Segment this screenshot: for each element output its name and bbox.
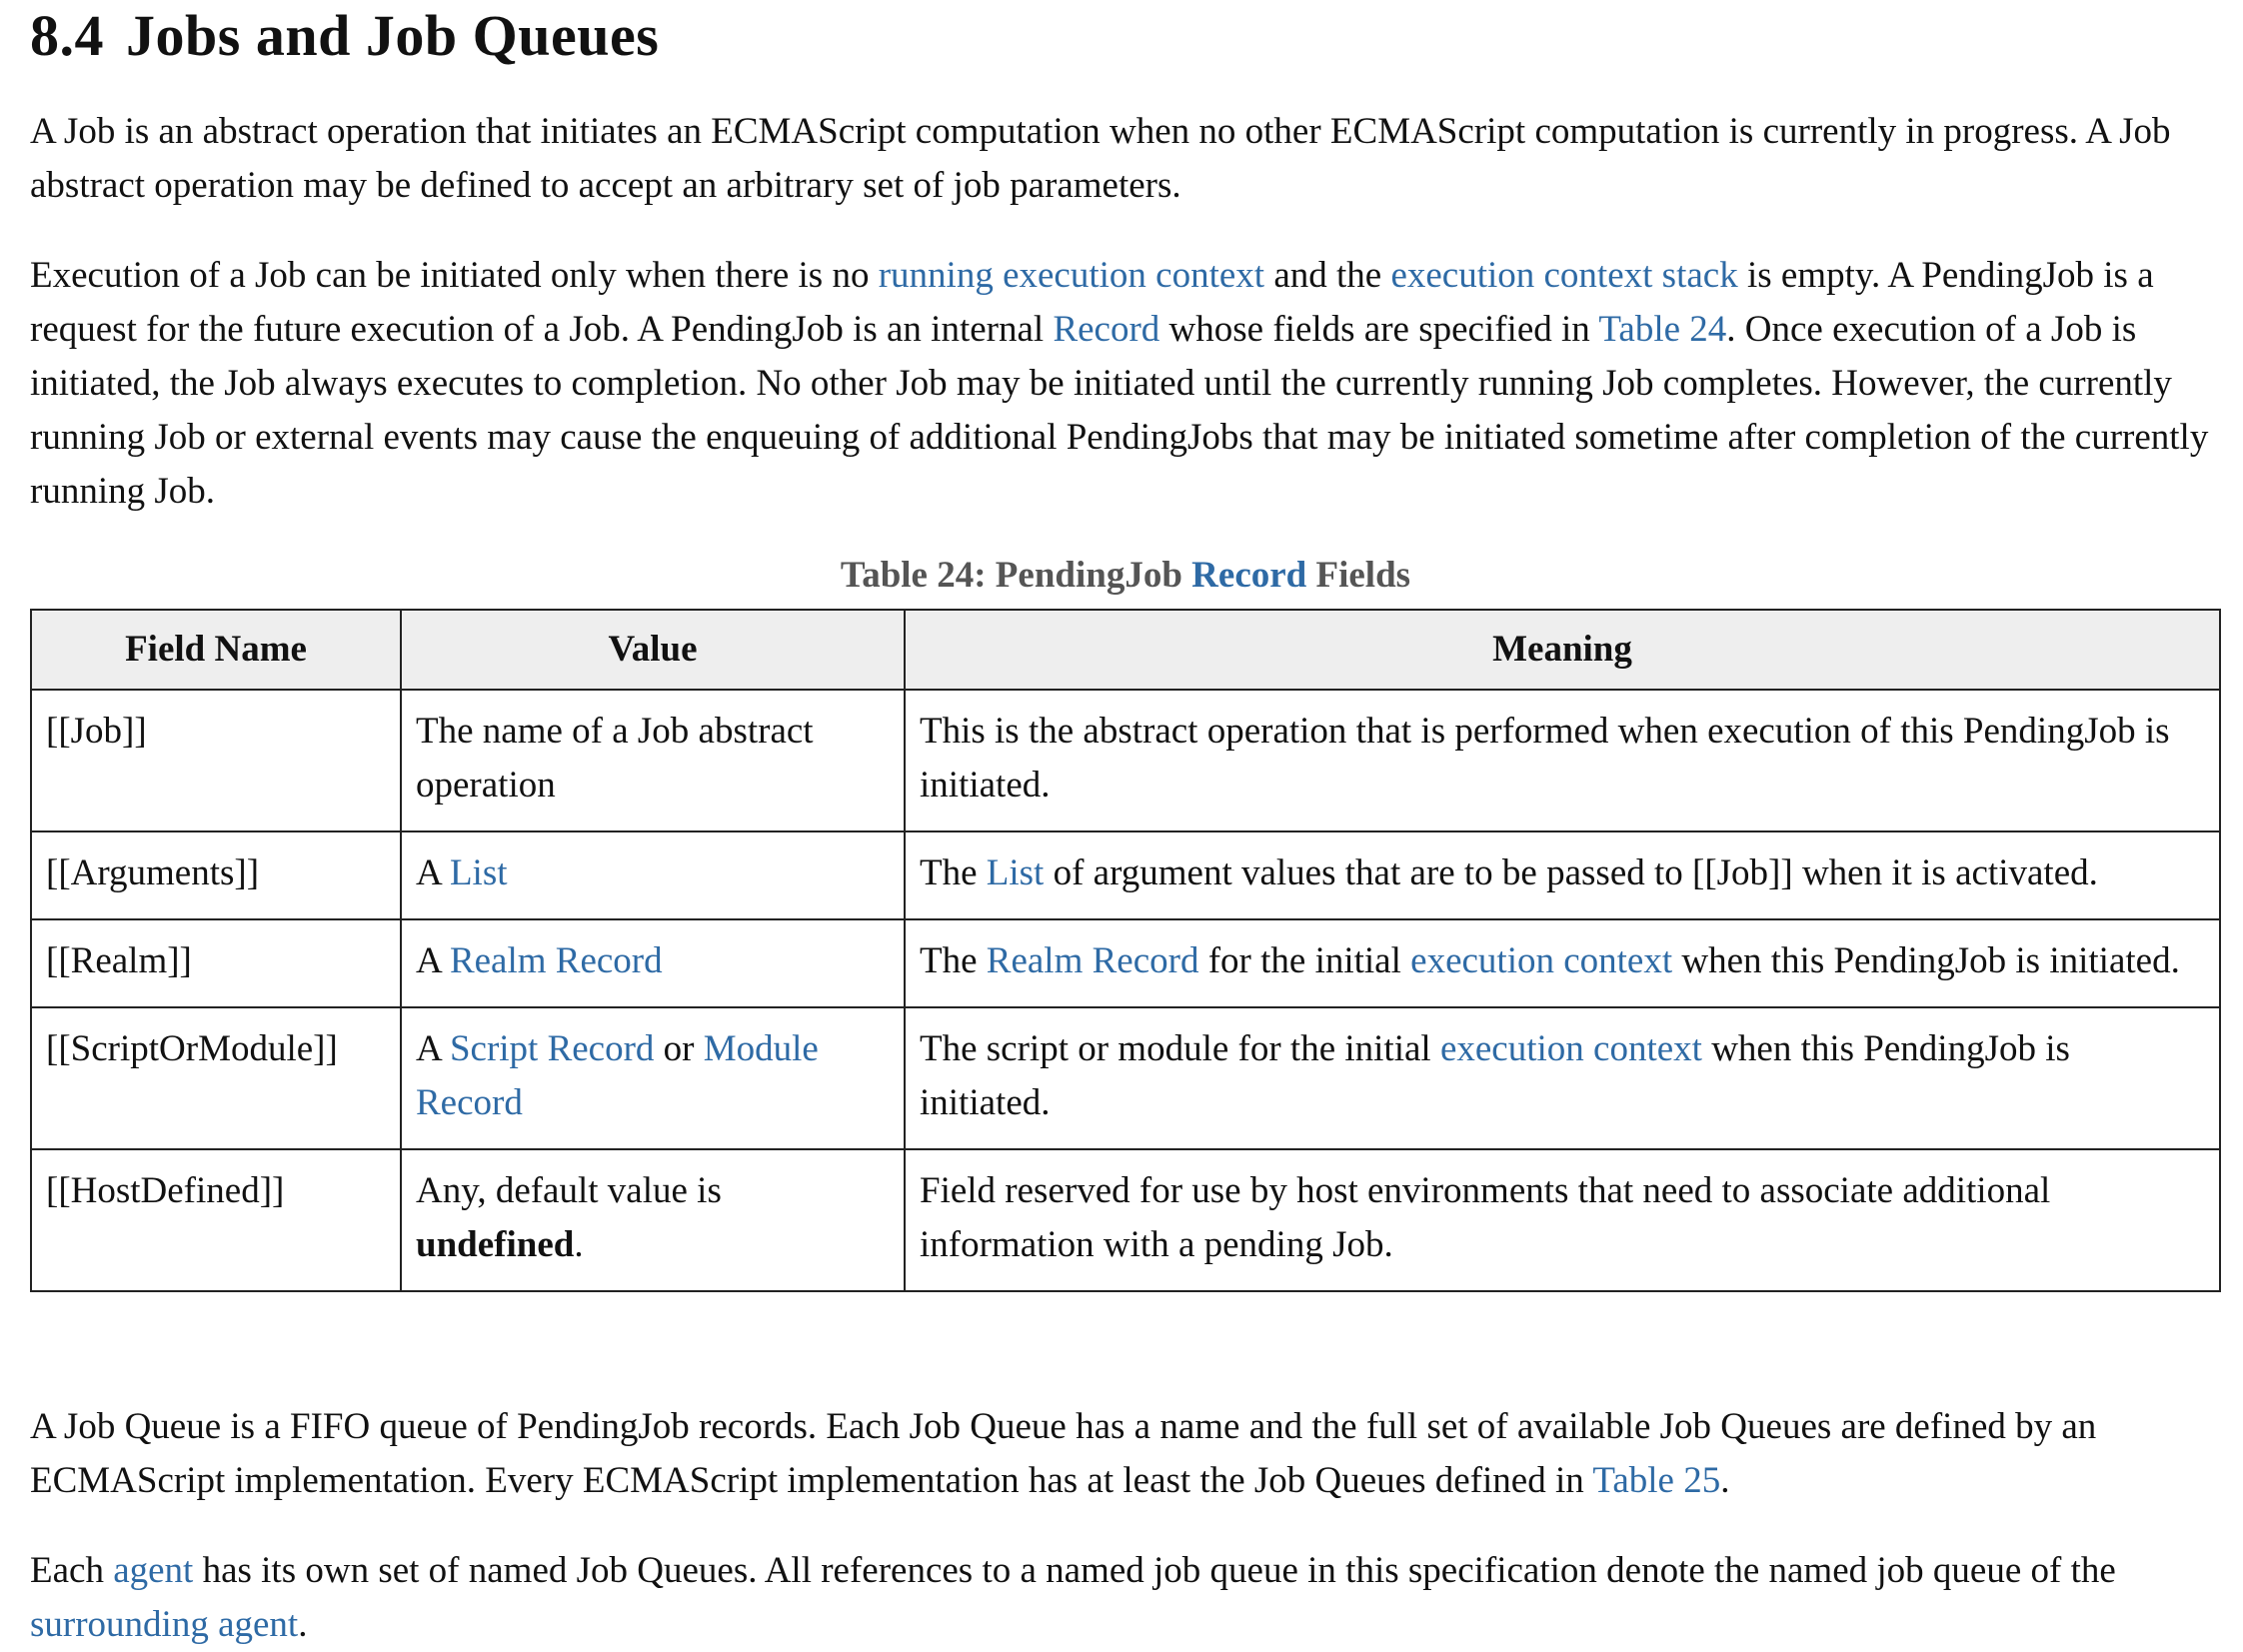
section-number: 8.4 [30,3,104,68]
cell-meaning [905,919,2220,1007]
pendingjob-paragraph [30,249,2229,519]
text-span: . Once execution of a Job is initiated, the Job always executes to completion. No other Job may be initiated until the currently running Job completes. However, the currently running Job or external events may cause the enqueuing of additional PendingJobs that may be initiated sometime after completion of the currently running Job. [30,309,2209,512]
text-span: Any, default value is [416,1170,722,1211]
text-span: and the [1264,255,1391,296]
link-table-24[interactable]: Table 24 [1598,309,1727,350]
link-agent[interactable]: agent [113,1550,194,1591]
link-script-record[interactable]: Script Record [449,1028,655,1069]
table-row [31,690,2220,831]
link-execution-context[interactable]: execution context [1410,940,1673,981]
link-running-execution-context[interactable]: running execution context [878,255,1265,296]
cell-value: The name of a Job abstract operation [401,690,905,831]
link-list[interactable]: List [449,852,508,893]
text-span: of argument values that are to be passed to [[Job]] when it is activated. [1044,852,2098,893]
cell-value [401,1149,905,1291]
text-span: . [574,1224,584,1265]
text-span: is empty. A PendingJob is a request for the future execution of a Job. A PendingJob is an internal [30,255,2154,350]
caption-prefix: Table 24: PendingJob [840,555,1192,596]
text-span: The [920,852,987,893]
header-meaning: Meaning [905,610,2220,690]
section-heading [30,0,2243,68]
table-header-row [31,610,2220,690]
table-row [31,831,2220,919]
text-span: The script or module for the initial [920,1028,1440,1069]
section-title: Jobs and Job Queues [126,3,660,68]
cell-field: [[Arguments]] [31,831,401,919]
text-span: Each [30,1550,114,1591]
agent-paragraph [30,1544,2229,1652]
text-span: A [416,940,450,981]
text-span: . [1720,1460,1730,1501]
pendingjob-fields-table [30,609,2221,1292]
table-caption [30,549,2221,603]
text-span: Execution of a Job can be initiated only when there is no [30,255,879,296]
text-span: The [920,940,987,981]
cell-value [401,1007,905,1149]
link-realm-record[interactable]: Realm Record [449,940,663,981]
caption-suffix: Fields [1306,555,1411,596]
intro-text: A Job is an abstract operation that initiates an ECMAScript computation when no other ECMAScript computation is currently in progress. A Job abstract operation may be defined to accept an arbitrary set of job parameters. [30,111,2171,206]
cell-field: [[ScriptOrModule]] [31,1007,401,1149]
cell-value [401,919,905,1007]
link-surrounding-agent[interactable]: surrounding agent [30,1604,299,1645]
cell-meaning [905,1007,2220,1149]
cell-field: [[HostDefined]] [31,1149,401,1291]
cell-value [401,831,905,919]
undefined-keyword: undefined [416,1224,575,1265]
text-span: whose fields are specified in [1159,309,1599,350]
table-row [31,1007,2220,1149]
cell-meaning [905,831,2220,919]
cell-meaning: Field reserved for use by host environments that need to associate additional information with a pending Job. [905,1149,2220,1291]
text-span: for the initial [1198,940,1411,981]
text-span: when this PendingJob is initiated. [1672,940,2180,981]
table-row [31,919,2220,1007]
text-span: A [416,852,450,893]
job-queue-paragraph [30,1400,2229,1508]
text-span: A [416,1028,450,1069]
link-execution-context-stack[interactable]: execution context stack [1390,255,1738,296]
text-span: . [298,1604,308,1645]
text-span: when this PendingJob is initiated. [920,1028,2070,1123]
link-module-record[interactable]: Module Record [416,1028,819,1123]
cell-meaning: This is the abstract operation that is performed when execution of this PendingJob is initiated. [905,690,2220,831]
link-table-25[interactable]: Table 25 [1592,1460,1721,1501]
table-row [31,1149,2220,1291]
header-field-name: Field Name [31,610,401,690]
text-span: has its own set of named Job Queues. All references to a named job queue in this specification denote the named job queue of the [193,1550,2116,1591]
link-list[interactable]: List [986,852,1045,893]
cell-field: [[Realm]] [31,919,401,1007]
link-execution-context[interactable]: execution context [1439,1028,1702,1069]
link-record[interactable]: Record [1053,309,1160,350]
caption-link-record[interactable]: Record [1191,555,1307,596]
link-realm-record[interactable]: Realm Record [986,940,1199,981]
header-value: Value [401,610,905,690]
cell-field: [[Job]] [31,690,401,831]
text-span: A Job Queue is a FIFO queue of PendingJob records. Each Job Queue has a name and the full set of available Job Queues are defined by an ECMAScript implementation. Every ECMAScript implementation has at least the Job Queues defined in [30,1406,2097,1501]
text-span: or [654,1028,704,1069]
intro-paragraph [30,105,2229,213]
